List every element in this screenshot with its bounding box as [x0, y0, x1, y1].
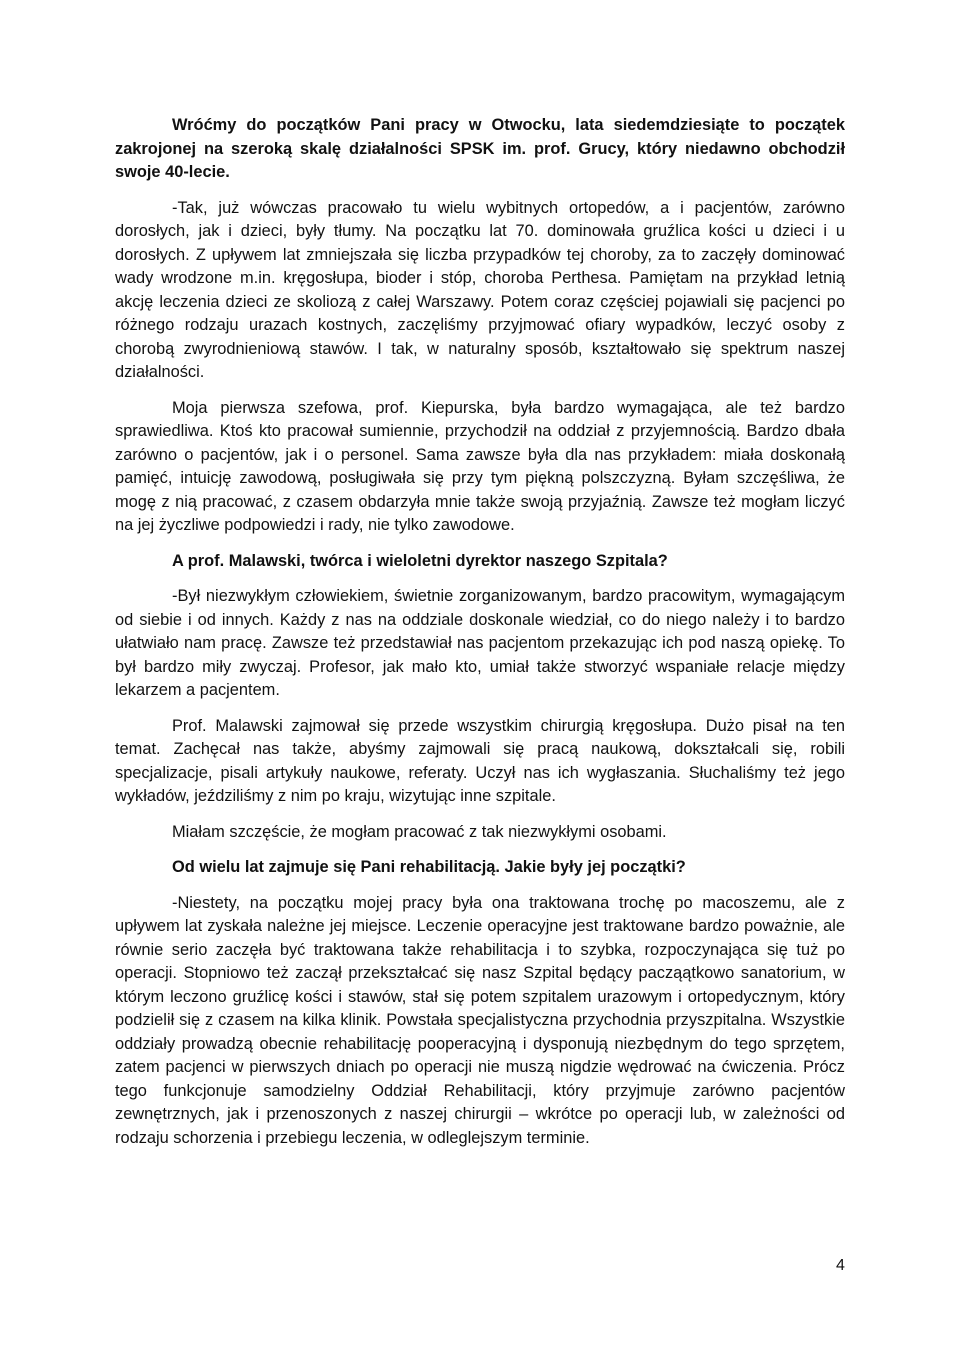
- answer-paragraph: -Był niezwykłym człowiekiem, świetnie zorganizowanym, bardzo pracowitym, wymagającym od siebie i od innych. Każdy z nas na oddziale doskonale wiedział, co do niego należy i to bardzo ułatwiało nam pracę. Zawsze też przedstawiał nas pacjentom przekazując ich pod naszą opiekę. To był bardzo miły zwyczaj. Profesor, jak mało kto, umiał także stworzyć wspaniałe relacje między lekarzem a pacjentem.: [115, 587, 845, 699]
- question-heading: A prof. Malawski, twórca i wieloletni dyrektor naszego Szpitala?: [172, 551, 668, 570]
- question-heading: Wróćmy do początków Pani pracy w Otwocku, lata siedemdziesiąte to początek zakrojonej na szeroką skalę działalności SPSK im. prof. Grucy, który niedawno obchodził swoje 40-lecie.: [115, 116, 845, 181]
- answer-paragraph: Prof. Malawski zajmował się przede wszystkim chirurgią kręgosłupa. Dużo pisał na ten temat. Zachęcał nas także, abyśmy zajmowali się pracą naukową, dokształcali się, robili specjalizacje, pisali artykuły naukowe, referaty. Uczył nas ich wygłaszania. Słuchaliśmy też jego wykładów, jeździliśmy z nim po kraju, wizytując inne szpitale.: [115, 716, 845, 805]
- answer-paragraph: Miałam szczęście, że mogłam pracować z tak niezwykłymi osobami.: [172, 822, 667, 841]
- document-body: [115, 114, 845, 1150]
- question-heading: Od wielu lat zajmuje się Pani rehabilitacją. Jakie były jej początki?: [172, 858, 686, 876]
- answer-paragraph: Moja pierwsza szefowa, prof. Kiepurska, była bardzo wymagająca, ale też bardzo sprawiedliwa. Ktoś kto pracował sumiennie, przychodził na oddział z przyjemnością. Bardzo dbała zarówno o pacjentów, jak i o personel. Sama zawsze była dla nas przykładem: miała doskonałą pamięć, intuicję zawodową, posługiwała się przy tym piękną polszczyzną. Byłam szczęśliwa, że mogę z nią pracować, z czasem obdarzyła mnie także swoją przyjaźnią. Zawsze też mogłam liczyć na jej życzliwe podpowiedzi i rady, nie tylko zawodowe.: [115, 398, 845, 534]
- page-number: 4: [836, 1257, 845, 1274]
- answer-paragraph: -Niestety, na początku mojej pracy była ona traktowana trochę po macoszemu, ale z upływem lat zyskała należne jej miejsce. Leczenie operacyjne jest traktowane bardzo poważnie, ale równie serio zaczęła być traktowana także rehabilitacja i to szybka, rozpoczynająca się tuż po operacji. Stopniowo też zaczął przekształcać się nasz Szpital będący pacząątkowo sanatorium, w którym leczono gruźlicę kości i stawów, stał się potem szpitalem urazowym i ortopedycznym, który podzielił się z czasem na kilka klinik. Powstała specjalistyczna przychodnia przyszpitalna. Wszystkie oddziały prowadzą obecnie rehabilitację pooperacyjną i dysponują niezbędnym do tego sprzętem, zatem pacjenci w pierwszych dniach po operacji nie muszą nigdzie wędrować na ćwiczenia. Prócz tego funkcjonuje samodzielny Oddział Rehabilitacji, który przyjmuje zarówno pacjentów zewnętrznych, jak i przenoszonych z naszej chirurgii – wkrótce po operacji lub, w zależności od rodzaju schorzenia i przebiegu leczenia, w odleglejszym terminie.: [115, 893, 845, 1147]
- answer-paragraph: -Tak, już wówczas pracowało tu wielu wybitnych ortopedów, a i pacjentów, zarówno dorosłych, jak i dzieci, były tłumy. Na początku lat 70. dominowała gruźlica kości u dzieci i u dorosłych. Z upływem lat zmniejszała się liczba przypadków tej choroby, za to zaczęły dominować wady wrodzone m.in. kręgosłupa, bioder i stóp, choroba Perthesa. Pamiętam na przykład letnią akcję leczenia dzieci ze skoliozą z całej Warszawy. Potem coraz częściej pojawiali się pacjenci po różnego rodzaju urazach kostnych, zaczęliśmy przyjmować ofiary wypadków, leczyć osoby z chorobą zwyrodnieniową stawów. I tak, w naturalny sposób, kształtowało się spektrum naszej działalności.: [115, 198, 845, 381]
